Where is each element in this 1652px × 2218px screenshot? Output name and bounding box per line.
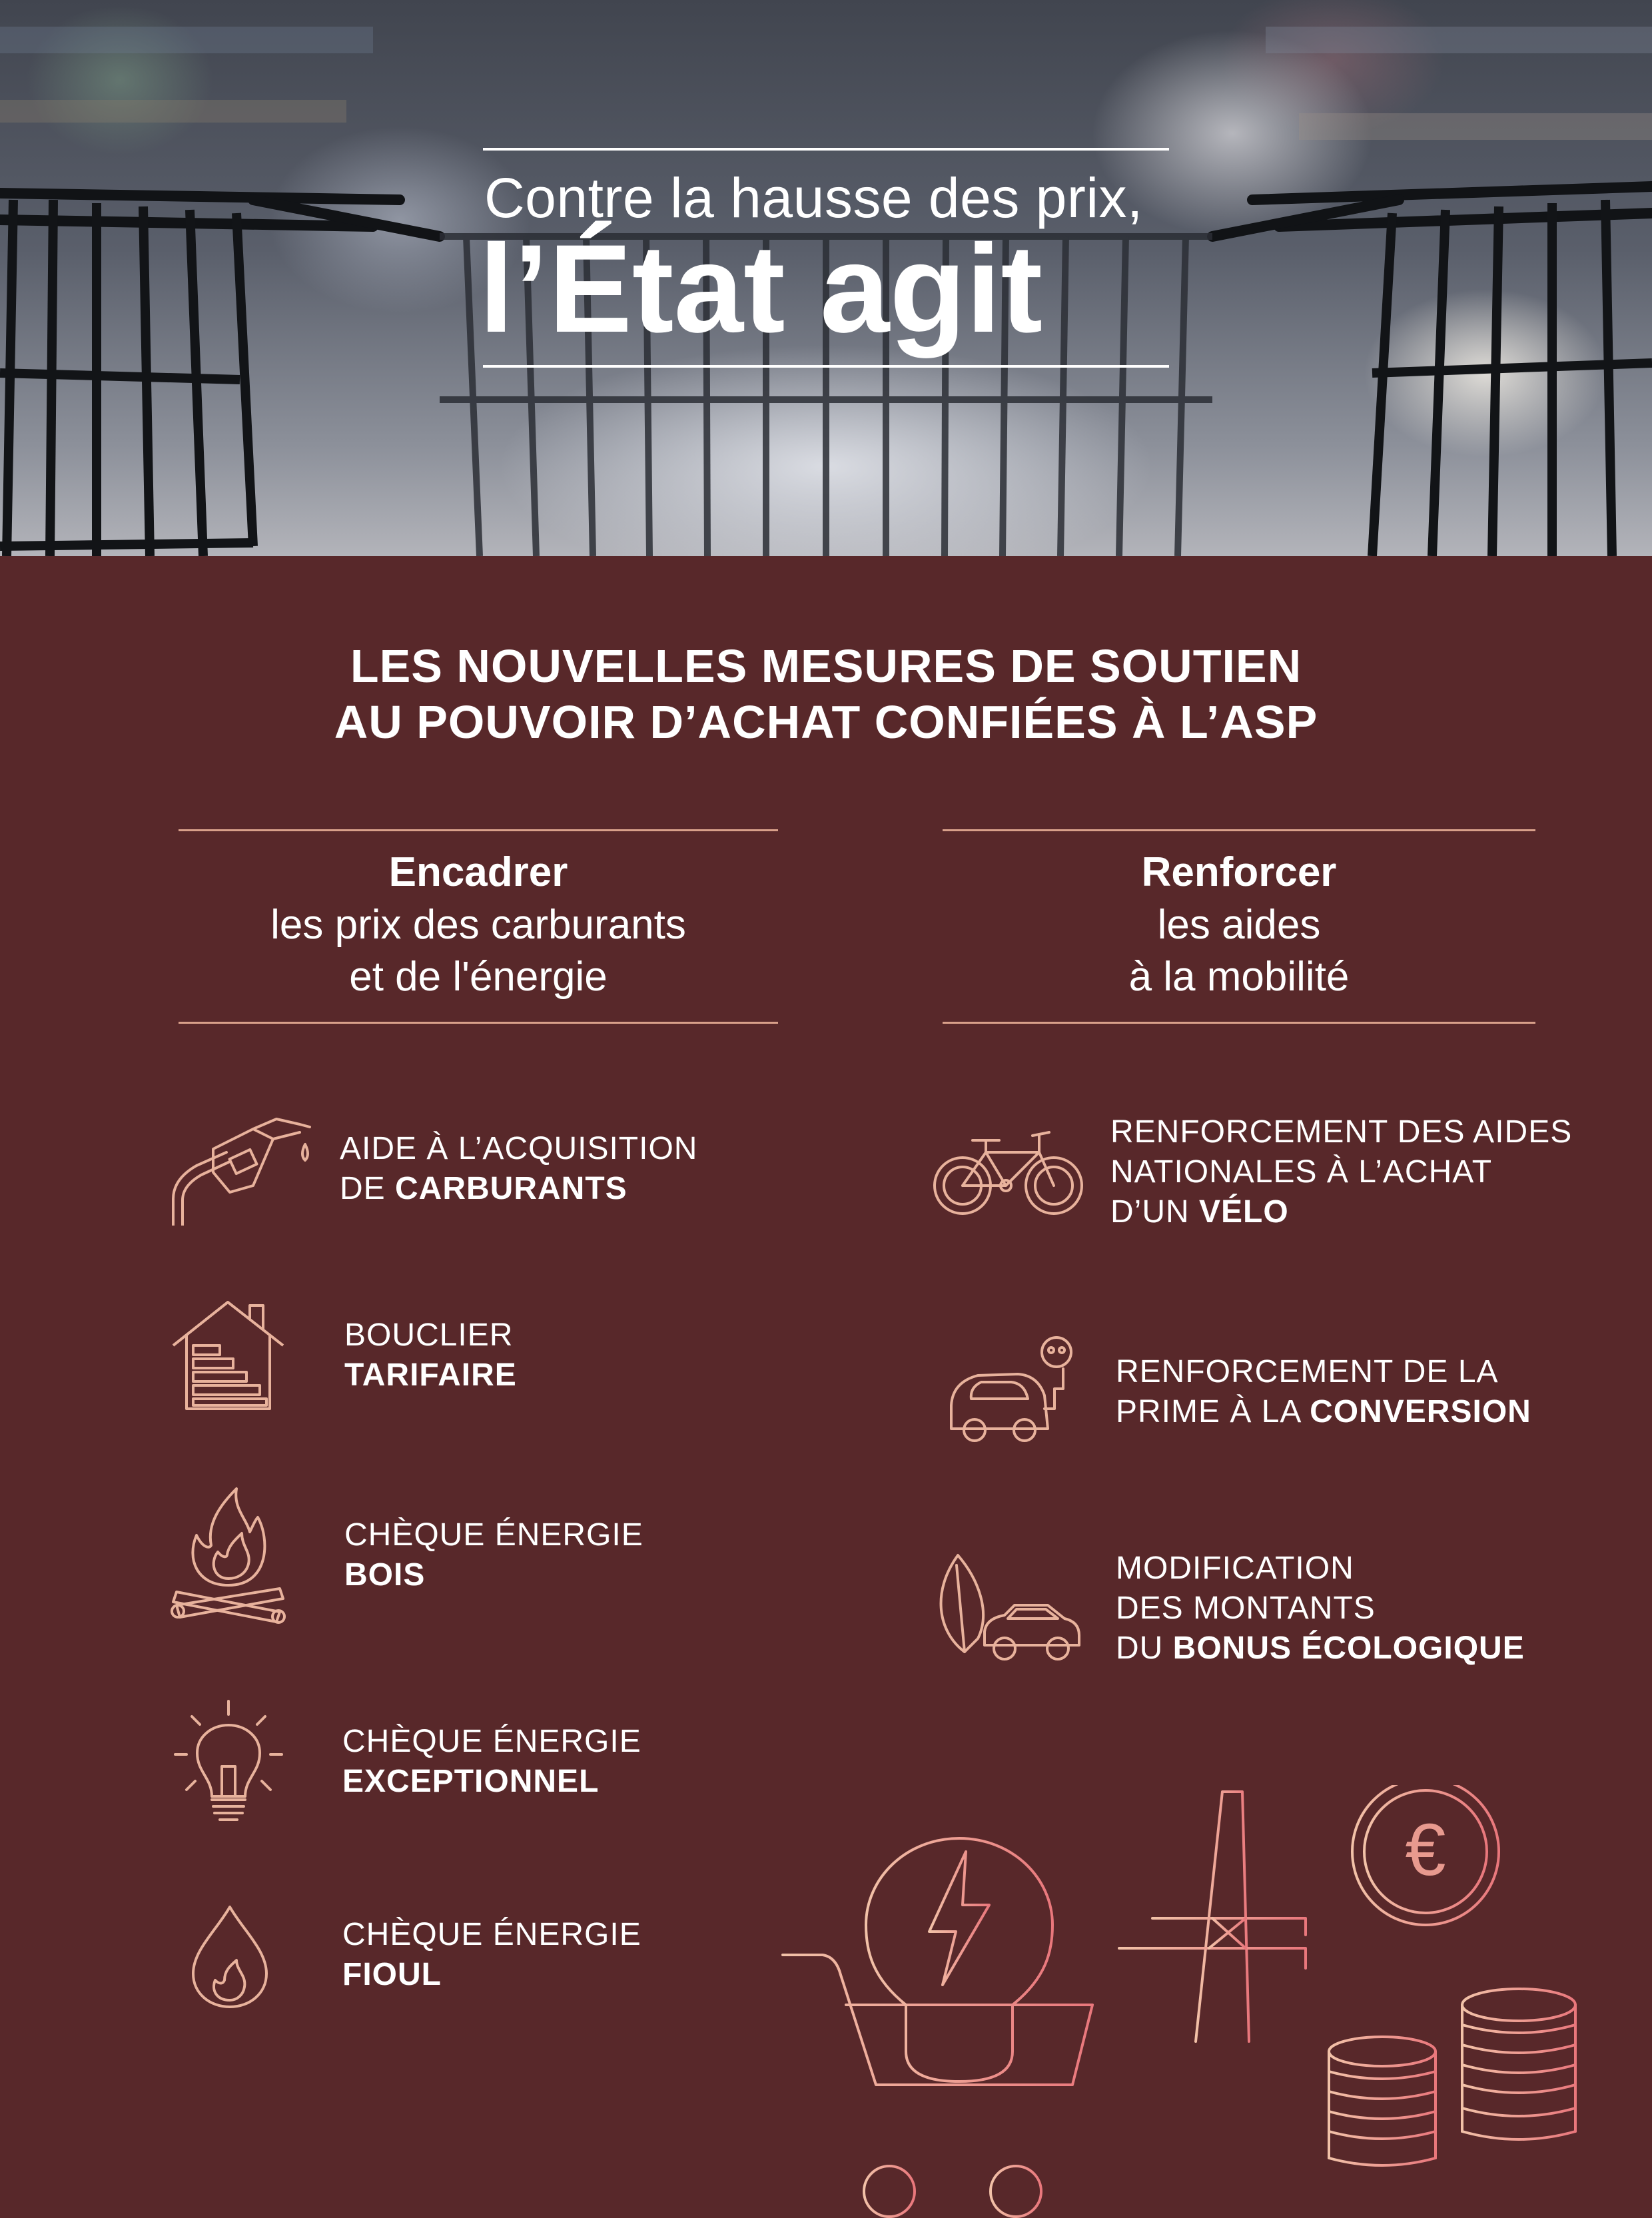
item-line-2 [344, 1355, 517, 1395]
item-keyword: BONUS ÉCOLOGIQUE [1172, 1631, 1525, 1666]
item-keyword: EXCEPTIONNEL [342, 1764, 600, 1799]
column-header-right [943, 829, 1535, 1024]
item-line-2 [342, 1762, 641, 1802]
column-subtitle-2: à la mobilité [1128, 954, 1350, 1000]
title-rule-top [483, 148, 1169, 151]
electric-bulb-icon [866, 1838, 1052, 2081]
item-keyword: FIOUL [342, 1957, 442, 1992]
item-line-3 [1110, 1192, 1572, 1232]
house-energy-icon [170, 1299, 286, 1412]
heading-line-1: LES NOUVELLES MESURES DE SOUTIEN [350, 640, 1302, 692]
column-header-left [179, 829, 778, 1024]
item-line-1: CHÈQUE ÉNERGIE [342, 1724, 641, 1759]
list-item-fuel-oil-voucher [342, 1915, 641, 1995]
heading-line-2: AU POUVOIR D’ACHAT CONFIÉES À L’ASP [334, 696, 1318, 748]
list-item-ecological-bonus [1116, 1549, 1525, 1668]
item-line-1: MODIFICATION [1116, 1551, 1354, 1586]
list-item-fuel [340, 1129, 697, 1209]
list-item-wood-voucher [344, 1515, 643, 1595]
column-subtitle-1: les prix des carburants [270, 902, 686, 948]
column-rule-bottom [179, 1022, 778, 1024]
bicycle-icon [933, 1126, 1086, 1219]
title-line-1: Contre la hausse des prix, [484, 167, 1143, 229]
column-subtitle-1: les aides [1157, 902, 1321, 948]
item-line-2: NATIONALES À L’ACHAT [1110, 1154, 1493, 1190]
item-line-1: AIDE À L’ACQUISITION [340, 1131, 698, 1166]
column-rule-top [179, 829, 778, 831]
column-subtitle-2: et de l'énergie [349, 954, 608, 1000]
title-line-2: l’État agit [479, 218, 1043, 358]
item-line-1: RENFORCEMENT DES AIDES [1110, 1114, 1573, 1150]
list-item-conversion-bonus [1116, 1352, 1531, 1432]
euro-symbol: € [1405, 1809, 1446, 1891]
shopping-cart-icon [783, 1955, 1092, 2217]
item-line-1: CHÈQUE ÉNERGIE [344, 1517, 643, 1553]
list-item-exceptional-voucher [342, 1722, 641, 1802]
column-title: Encadrer [388, 849, 568, 895]
item-line-1: RENFORCEMENT DE LA [1116, 1354, 1499, 1389]
wood-fire-icon [170, 1485, 286, 1625]
column-rule-top [943, 829, 1535, 831]
list-item-tariff-shield [344, 1315, 517, 1395]
item-line-2 [340, 1169, 697, 1209]
item-prefix: PRIME À LA [1116, 1394, 1310, 1429]
item-line-1: BOUCLIER [344, 1317, 514, 1353]
column-title: Renforcer [1141, 849, 1337, 895]
light-bulb-icon [172, 1700, 285, 1823]
item-line-2 [344, 1555, 643, 1595]
title-rule-bottom [483, 365, 1169, 368]
hero-banner [0, 0, 1652, 556]
item-keyword: BOIS [344, 1557, 426, 1593]
item-prefix: D’UN [1110, 1194, 1199, 1230]
item-prefix: DU [1116, 1631, 1173, 1666]
list-item-bike-aid [1110, 1112, 1572, 1232]
coin-stacks-icon [1329, 1989, 1575, 2165]
item-keyword: CARBURANTS [395, 1171, 627, 1206]
item-keyword: CONVERSION [1310, 1394, 1531, 1429]
hero-title [479, 148, 1169, 368]
item-line-2 [342, 1955, 641, 1995]
energy-illustration [779, 1785, 1599, 2218]
section-heading [0, 638, 1652, 750]
column-rule-bottom [943, 1022, 1535, 1024]
item-keyword: VÉLO [1199, 1194, 1289, 1230]
item-line-3 [1116, 1629, 1525, 1668]
item-prefix: DE [340, 1171, 396, 1206]
item-line-1: CHÈQUE ÉNERGIE [342, 1917, 641, 1952]
item-line-2: DES MONTANTS [1116, 1591, 1376, 1626]
fuel-nozzle-icon [167, 1112, 320, 1226]
power-pylon-icon [1119, 1792, 1306, 2041]
item-line-2 [1116, 1392, 1531, 1432]
item-keyword: TARIFAIRE [344, 1357, 517, 1393]
eco-car-icon [931, 1552, 1084, 1665]
electric-car-icon [945, 1329, 1078, 1449]
fuel-oil-flame-icon [190, 1904, 270, 2010]
